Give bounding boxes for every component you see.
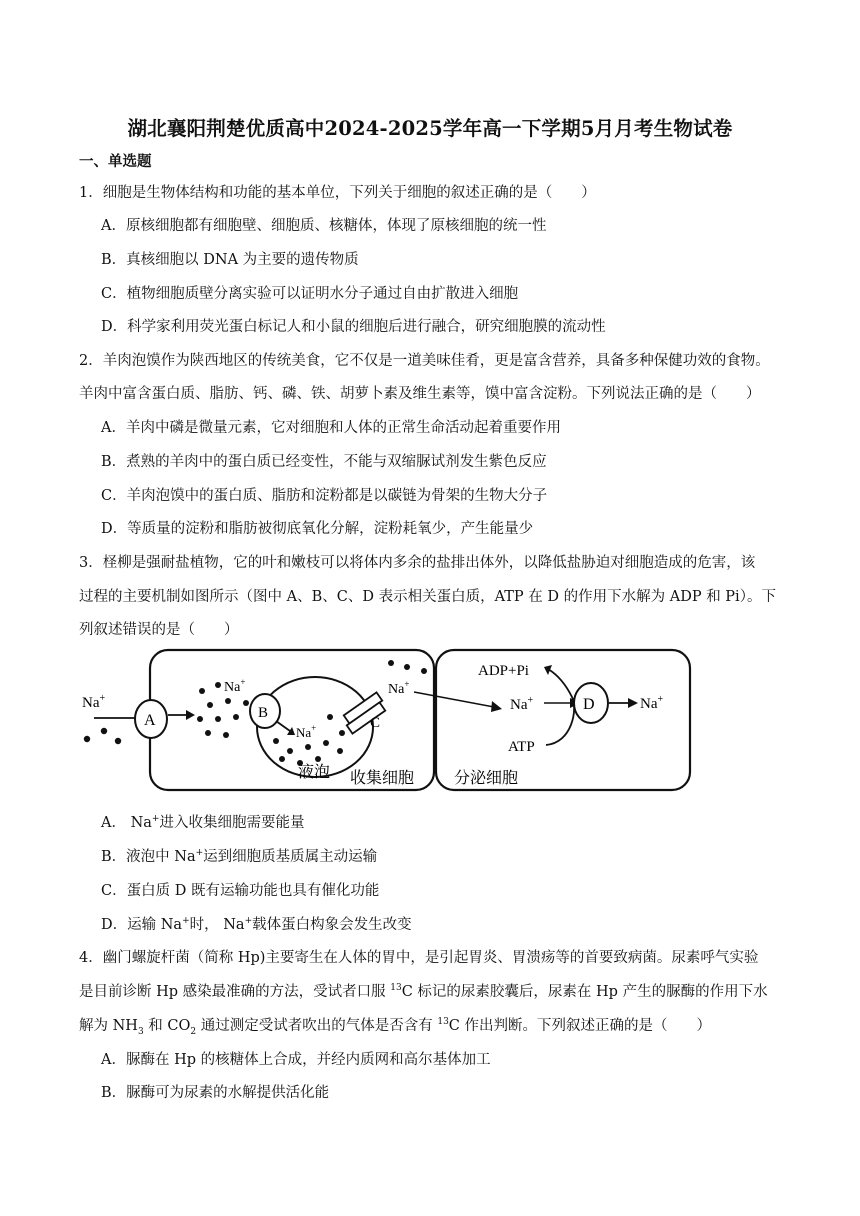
vacuole-label: 液泡 [298, 764, 331, 781]
na-dots-outside-left [84, 728, 121, 744]
atp-label: ATP [508, 739, 535, 755]
na-label-top: Na+ [388, 679, 410, 697]
question-3-stem-line-3: 列叙述错误的是（ ） [79, 622, 239, 638]
protein-a-label: A [144, 712, 156, 729]
question-1-option-d: D．科学家利用荧光蛋白标记人和小鼠的细胞后进行融合，研究细胞膜的流动性 [101, 319, 606, 335]
adp-pi-label: ADP+Pi [478, 663, 529, 679]
question-2-stem-line-2: 羊肉中富含蛋白质、脂肪、钙、磷、铁、胡萝卜素及维生素等，馍中富含淀粉。下列说法正确的是（ ） [79, 386, 761, 402]
question-2-option-a: A．羊肉中磷是微量元素，它对细胞和人体的正常生命活动起着重要作用 [101, 420, 561, 436]
collecting-cell-label: 收集细胞 [350, 770, 415, 787]
question-1-option-c: C．植物细胞质壁分离实验可以证明水分子通过自由扩散进入细胞 [101, 286, 519, 302]
question-3-option-d: D．运输 Na+时， Na+载体蛋白构象会发生改变 [101, 916, 412, 933]
protein-c-label: C [370, 715, 381, 731]
na-dots-cytoplasm [197, 682, 249, 738]
question-1-stem: 1．细胞是生物体结构和功能的基本单位，下列关于细胞的叙述正确的是（ ） [79, 185, 596, 201]
na-label-cytoplasm: Na+ [224, 677, 246, 695]
na-dots-vacuole [273, 714, 345, 766]
question-2-stem-line-1: 2．羊肉泡馍作为陕西地区的传统美食，它不仅是一道美味佳肴，更是富含营养，具备多种保健功效的食物。 [79, 353, 770, 369]
question-4-stem-line-2: 是目前诊断 Hp 感染最准确的方法，受试者口服 $^{13}$C 标记的尿素胶囊后，尿素在 Hp 产生的脲酶的作用下水 [79, 983, 768, 1000]
document-title: 湖北襄阳荆楚优质高中2024-2025学年高一下学期5月月考生物试卷 [127, 117, 733, 140]
secreting-cell-label: 分泌细胞 [454, 770, 519, 787]
question-4-stem-line-1: 4．幽门螺旋杆菌（简称 Hp)主要寄生在人体的胃中，是引起胃炎、胃溃疡等的首要致病菌。尿素呼气实验 [79, 950, 759, 966]
question-3-option-b: B．液泡中 Na+运到细胞质基质属主动运输 [101, 848, 378, 865]
secreting-cell-outline [436, 650, 690, 790]
question-4-option-a: A．脲酶在 Hp 的核糖体上合成，并经内质网和高尔基体加工 [101, 1052, 491, 1068]
section-heading: 一、单选题 [79, 153, 152, 170]
question-4-stem-line-3: 解为 $NH_3$ 和 $CO_2$ 通过测定受试者吹出的气体是否含有 $^{13}$C 作出判断。下列叙述正确的是（ ） [79, 1017, 711, 1037]
question-3-stem-line-2: 过程的主要机制如图所示（图中 A、B、C、D 表示相关蛋白质，ATP 在 D 的作用下水解为 ADP 和 Pi）。下 [79, 589, 776, 605]
protein-b-label: B [258, 705, 269, 721]
question-1-option-b: B．真核细胞以 DNA 为主要的遗传物质 [101, 252, 359, 268]
question-2-option-b: B．煮熟的羊肉中的蛋白质已经变性，不能与双缩脲试剂发生紫色反应 [101, 454, 547, 470]
na-label-vacuole: Na+ [296, 723, 317, 740]
salt-secretion-figure [78, 645, 718, 795]
question-1-option-a: A．原核细胞都有细胞壁、细胞质、核糖体，体现了原核细胞的统一性 [101, 218, 547, 234]
na-label-secreting: Na+ [510, 695, 534, 713]
collecting-cell-outline [150, 650, 434, 790]
question-4-option-b: B．脲酶可为尿素的水解提供活化能 [101, 1085, 330, 1101]
question-3-option-a: A． Na+进入收集细胞需要能量 [101, 814, 305, 831]
question-2-option-d: D．等质量的淀粉和脂肪被彻底氧化分解，淀粉耗氧少，产生能量少 [101, 521, 534, 537]
na-outside-left: Na+ [82, 693, 106, 711]
na-dots-top [388, 660, 427, 674]
question-3-stem-line-1: 3．柽柳是强耐盐植物，它的叶和嫩枝可以将体内多余的盐排出体外，以降低盐胁迫对细胞造成的危害，该 [79, 555, 756, 571]
question-2-option-c: C．羊肉泡馍中的蛋白质、脂肪和淀粉都是以碳链为骨架的生物大分子 [101, 488, 548, 504]
na-outside-right: Na+ [640, 694, 664, 712]
protein-d-label: D [583, 696, 595, 713]
question-3-option-c: C．蛋白质 D 既有运输功能也具有催化功能 [101, 883, 380, 899]
